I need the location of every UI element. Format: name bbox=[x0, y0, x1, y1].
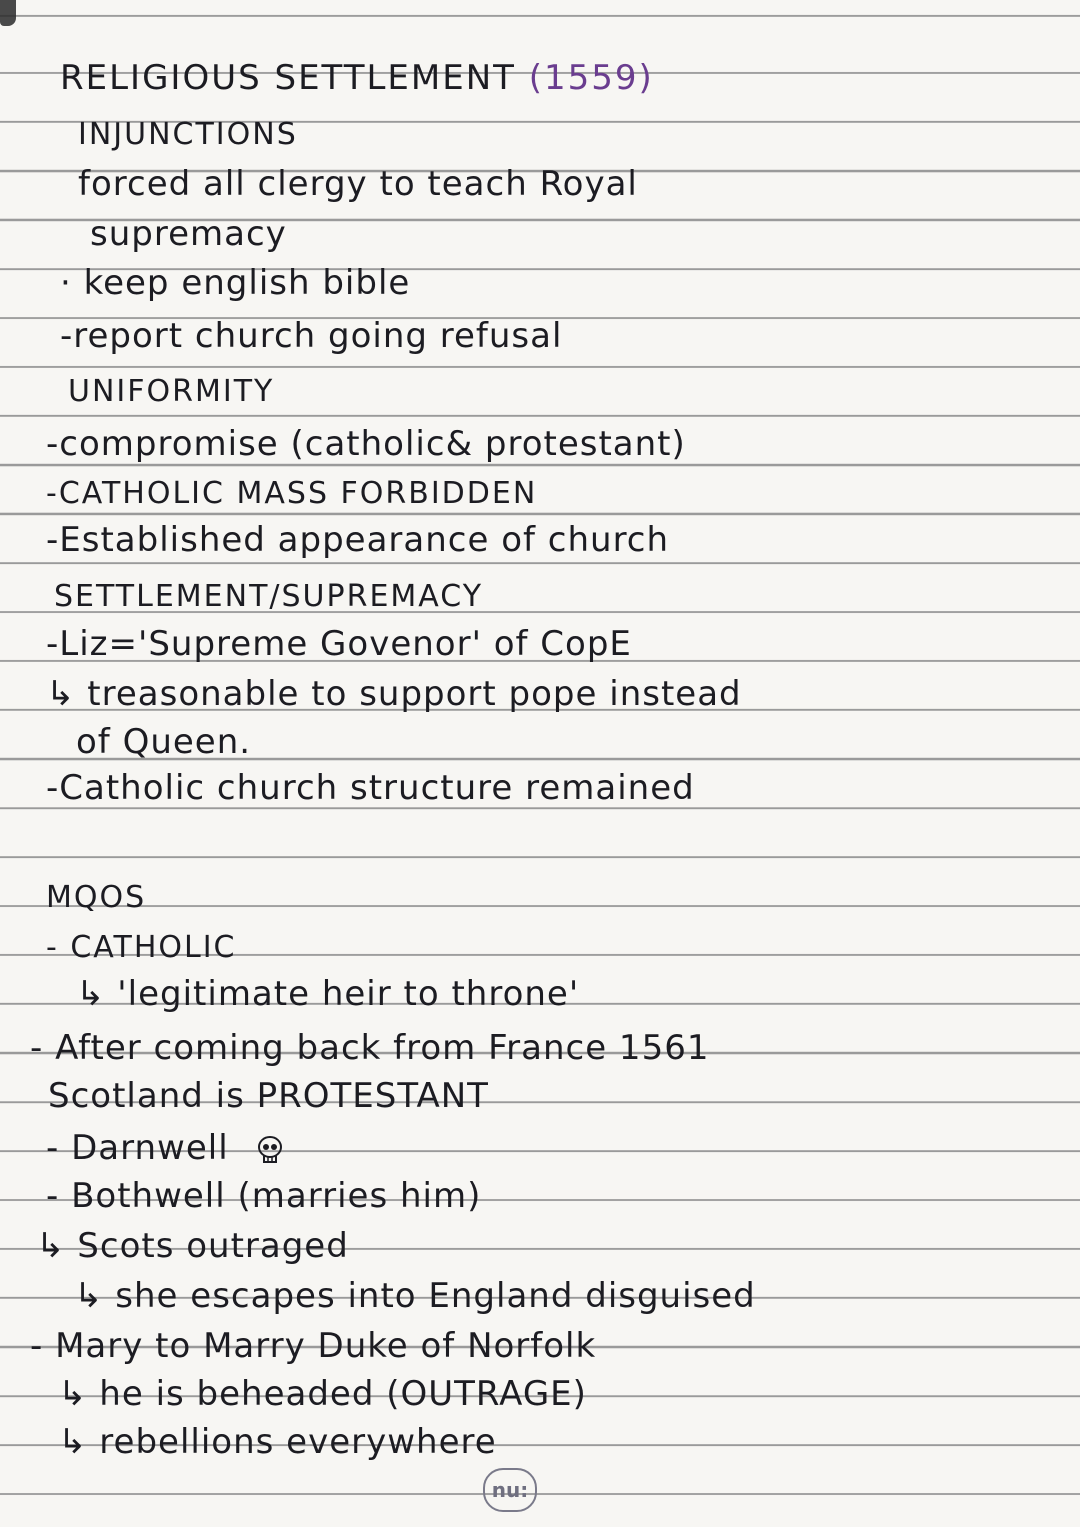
note-line: supremacy bbox=[90, 214, 287, 254]
note-line: of Queen. bbox=[76, 722, 252, 762]
heading-uniformity: UNIFORMITY bbox=[68, 374, 275, 409]
note-line: ↳ rebellions everywhere bbox=[58, 1422, 497, 1462]
note-line: -report church going refusal bbox=[60, 316, 563, 356]
note-line: forced all clergy to teach Royal bbox=[78, 164, 638, 204]
note-line: ↳ he is beheaded (OUTRAGE) bbox=[58, 1374, 587, 1414]
note-line: - CATHOLIC bbox=[46, 930, 237, 965]
note-line: ↳ 'legitimate heir to throne' bbox=[76, 974, 580, 1014]
note-line: · keep english bible bbox=[60, 263, 411, 303]
note-line: - Mary to Marry Duke of Norfolk bbox=[30, 1326, 597, 1366]
note-line: -compromise (catholic& protestant) bbox=[46, 424, 686, 464]
note-line: -Liz='Supreme Govenor' of CopE bbox=[46, 624, 632, 664]
note-line: -CATHOLIC MASS FORBIDDEN bbox=[46, 476, 538, 511]
note-line: ↳ she escapes into England disguised bbox=[74, 1276, 756, 1316]
note-line: ↳ Scots outraged bbox=[36, 1226, 349, 1266]
note-line: Scotland is PROTESTANT bbox=[48, 1076, 489, 1116]
pen-mark bbox=[0, 0, 16, 26]
note-line: -Catholic church structure remained bbox=[46, 768, 695, 808]
title-text: RELIGIOUS SETTLEMENT bbox=[60, 58, 516, 98]
skull-icon bbox=[254, 1134, 286, 1166]
notes-title bbox=[60, 58, 654, 98]
note-text: - Darnwell bbox=[46, 1128, 229, 1168]
nu-logo: nu: bbox=[483, 1468, 537, 1512]
heading-settlement-supremacy: SETTLEMENT/SUPREMACY bbox=[54, 579, 484, 614]
note-line: - After coming back from France 1561 bbox=[30, 1028, 710, 1068]
title-year: (1559) bbox=[528, 58, 654, 98]
note-line: - Bothwell (marries him) bbox=[46, 1176, 482, 1216]
note-line-darnwell bbox=[46, 1128, 286, 1168]
heading-mqos: MQOS bbox=[46, 880, 147, 915]
heading-injunctions: INJUNCTIONS bbox=[78, 117, 298, 152]
note-line: ↳ treasonable to support pope instead bbox=[46, 674, 742, 714]
note-line: -Established appearance of church bbox=[46, 520, 670, 560]
